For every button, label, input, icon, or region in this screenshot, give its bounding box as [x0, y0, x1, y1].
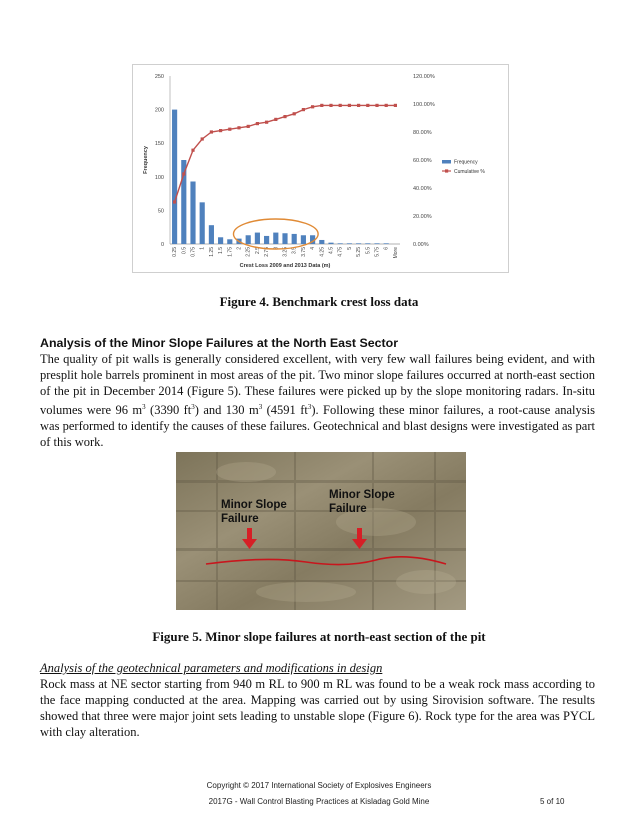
cumulative-point — [173, 200, 176, 203]
y2-tick-label: 100.00% — [413, 102, 435, 108]
y-tick-label: 0 — [160, 242, 164, 248]
legend-marker-cumulative — [445, 169, 448, 172]
x-tick-label: 2.75 — [264, 247, 271, 257]
cumulative-point — [385, 104, 388, 107]
bar — [347, 243, 352, 244]
photo-label-right — [329, 488, 395, 516]
bar — [282, 233, 287, 244]
bar — [190, 182, 195, 244]
y2-tick-label: 60.00% — [413, 158, 432, 164]
x-tick-label: 4.5 — [328, 247, 335, 254]
footer-paper-title: 2017G - Wall Control Blasting Practices at Kisladag Gold Mine — [208, 797, 430, 806]
superscript: 3 — [142, 402, 146, 411]
page-number: 5 of 10 — [540, 797, 565, 806]
x-tick-label: 1.75 — [227, 247, 234, 257]
cumulative-point — [311, 105, 314, 108]
bar — [301, 235, 306, 244]
cumulative-point — [329, 104, 332, 107]
superscript: 3 — [191, 402, 195, 411]
bar — [319, 240, 324, 244]
cumulative-point — [201, 137, 204, 140]
y2-tick-label: 0.00% — [413, 242, 429, 248]
bar — [227, 239, 232, 244]
figure-4-caption: Figure 4. Benchmark crest loss data — [219, 294, 419, 309]
bar — [328, 243, 333, 244]
cumulative-point — [339, 104, 342, 107]
y-tick-label: 150 — [154, 141, 164, 148]
cumulative-point — [237, 126, 240, 129]
para-text-c: ) and 130 m — [194, 402, 259, 417]
cumulative-point — [357, 104, 360, 107]
photo-label-left-line2: Failure — [221, 513, 259, 525]
cumulative-line — [175, 105, 396, 202]
legend-label-cumulative: Cumulative % — [454, 169, 485, 175]
y2-tick-label: 120.00% — [413, 74, 435, 80]
figure-5-photo — [176, 452, 466, 610]
x-tick-label: 3 — [273, 247, 280, 250]
x-tick-label: 0.25 — [172, 247, 179, 257]
superscript: 3 — [258, 402, 263, 411]
bar — [365, 243, 370, 244]
x-tick-label: 1 — [199, 247, 206, 250]
cumulative-point — [348, 104, 351, 107]
bar — [218, 237, 223, 244]
bar — [246, 235, 251, 244]
y2-tick-label: 80.00% — [413, 130, 432, 136]
legend-label-frequency: Frequency — [454, 159, 478, 166]
bar — [374, 243, 379, 244]
bar — [209, 225, 214, 244]
y-tick-label: 200 — [154, 107, 164, 114]
x-tick-label: 5.25 — [356, 247, 363, 257]
photo-label-right-line1: Minor Slope — [329, 489, 395, 501]
y-tick-label: 250 — [154, 74, 164, 80]
cumulative-point — [191, 149, 194, 152]
x-tick-label: 3.5 — [291, 247, 298, 254]
x-tick-label: 2.25 — [245, 247, 252, 257]
cumulative-point — [366, 104, 369, 107]
bar — [264, 236, 269, 244]
y-tick-label: 100 — [154, 174, 164, 181]
cumulative-point — [182, 172, 185, 175]
para-text-d: (4591 ft — [262, 402, 308, 417]
y2-tick-label: 20.00% — [413, 214, 432, 220]
x-tick-label: 2 — [236, 247, 243, 250]
cumulative-point — [228, 128, 231, 131]
rock-face-image — [176, 452, 466, 610]
x-tick-label: 5.75 — [374, 247, 381, 257]
cumulative-point — [320, 104, 323, 107]
photo-label-left — [221, 498, 287, 526]
y-axis-title: Frequency — [143, 146, 149, 174]
bar — [255, 233, 260, 244]
cumulative-point — [247, 125, 250, 128]
bar — [384, 243, 389, 244]
x-tick-label: 0.5 — [181, 247, 188, 254]
x-tick-label: 3.75 — [300, 247, 307, 257]
x-tick-label: 4.75 — [337, 247, 344, 257]
x-tick-label: 1.5 — [218, 247, 225, 254]
x-axis-title: Crest Loss 2009 and 2013 Data (m) — [239, 263, 331, 269]
x-tick-label: 2.5 — [254, 247, 261, 254]
y-tick-label: 50 — [157, 208, 164, 215]
x-tick-label: 1.25 — [208, 247, 215, 257]
cumulative-point — [210, 130, 213, 133]
bar — [292, 234, 297, 244]
x-tick-label: More — [392, 247, 399, 259]
x-tick-label: 5 — [346, 247, 353, 250]
y2-tick-label: 40.00% — [413, 186, 432, 192]
cumulative-point — [274, 118, 277, 121]
x-tick-label: 0.75 — [190, 247, 197, 257]
x-tick-label: 5.5 — [365, 247, 372, 254]
crest-loss-chart-svg — [133, 65, 508, 272]
bar — [172, 110, 177, 244]
cumulative-point — [293, 112, 296, 115]
bar — [338, 243, 343, 244]
cumulative-point — [256, 122, 259, 125]
bar — [356, 243, 361, 244]
cumulative-point — [219, 129, 222, 132]
x-tick-label: 4.25 — [319, 247, 326, 257]
cumulative-point — [375, 104, 378, 107]
photo-label-right-line2: Failure — [329, 503, 367, 515]
section-paragraph — [40, 352, 595, 451]
bar — [273, 233, 278, 244]
figure-5-caption: Figure 5. Minor slope failures at north-east section of the pit — [152, 629, 486, 644]
subsection-heading: Analysis of the geotechnical parameters and modifications in design — [40, 661, 383, 675]
x-tick-label: 6 — [383, 247, 390, 250]
para-text-a: The quality of pit walls is generally considered excellent, with very few wall failures being evident, and with presplit hole barrels prominent in most areas of the pit. Two minor slope failures occurred at north-east section of the pit in December 2014 (Figure 5). These failures were picked up by the slope monitoring radars. In-situ volumes were 96 m — [40, 352, 595, 417]
section-heading: Analysis of the Minor Slope Failures at the North East Sector — [40, 336, 399, 350]
para-text-b: (3390 ft — [145, 402, 192, 417]
cumulative-point — [265, 121, 268, 124]
cumulative-point — [394, 104, 397, 107]
cumulative-point — [283, 115, 286, 118]
figure-4-chart — [132, 64, 509, 273]
photo-label-left-line1: Minor Slope — [221, 499, 287, 511]
footer-copyright: Copyright © 2017 International Society of Explosives Engineers — [206, 781, 432, 790]
x-tick-label: 4 — [310, 247, 317, 250]
para-text-e: ). Following these minor failures, a root-cause analysis was performed to identify the causes of these failures. Geotechnical and blast designs were investigated as part of this work. — [40, 402, 595, 449]
superscript: 3 — [307, 402, 312, 411]
subsection-paragraph — [40, 677, 595, 741]
x-tick-label: 3.25 — [282, 247, 289, 257]
bar — [200, 202, 205, 244]
cumulative-point — [302, 108, 305, 111]
subsection-paragraph-text: Rock mass at NE sector starting from 940 m RL to 900 m RL was found to be a weak rock mass according to the face mapping conducted at the area. Mapping was carried out by using Sirovision software. The results showed that three were major joint sets leading to unstable slope (Figure 6). Rock type for the area was PYCL with clay alteration. — [40, 677, 595, 739]
legend-swatch-frequency — [442, 160, 451, 164]
